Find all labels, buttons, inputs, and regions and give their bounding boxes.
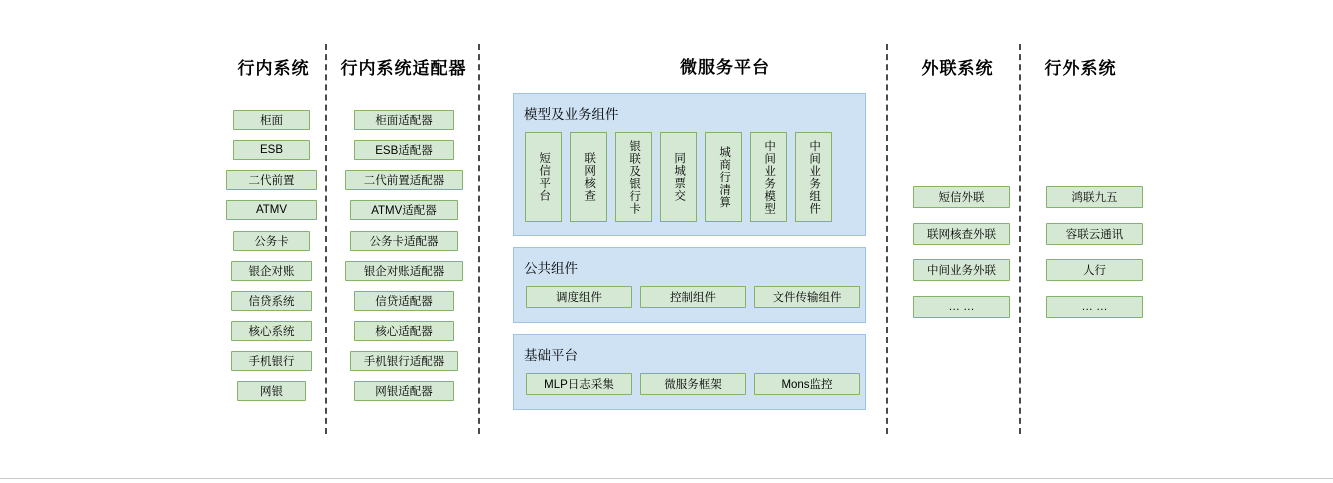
box-outside-system[interactable]: 鸿联九五 (1046, 186, 1143, 208)
box-internal-adapter[interactable]: 柜面适配器 (354, 110, 454, 130)
column-title-internal-systems: 行内系统 (237, 59, 310, 78)
box-internal-adapter[interactable]: ATMV适配器 (350, 200, 458, 220)
box-internal-system[interactable]: 银企对账 (231, 261, 312, 281)
box-internal-system[interactable]: ESB (233, 140, 310, 160)
bottom-divider (0, 478, 1333, 479)
box-internal-system[interactable]: 二代前置 (226, 170, 317, 190)
vbox-model-item[interactable] (525, 132, 562, 222)
box-base-platform-component[interactable]: MLP日志采集 (526, 373, 632, 395)
box-internal-system[interactable]: 信贷系统 (231, 291, 312, 311)
box-internal-adapter[interactable]: 网银适配器 (354, 381, 454, 401)
vbox-model-item[interactable] (750, 132, 787, 222)
box-internal-adapter[interactable]: 银企对账适配器 (345, 261, 463, 281)
box-internal-system[interactable]: ATMV (226, 200, 317, 220)
box-outside-system[interactable]: 容联云通讯 (1046, 223, 1143, 245)
vbox-model-item-label: 银联及银行卡 (628, 139, 641, 215)
box-public-component[interactable]: 文件传输组件 (754, 286, 860, 308)
divider-3 (886, 44, 888, 434)
box-external-link-system[interactable]: 短信外联 (913, 186, 1010, 208)
vbox-model-item[interactable] (615, 132, 652, 222)
box-internal-system[interactable]: 网银 (237, 381, 306, 401)
vbox-model-item-label: 城商行清算 (718, 145, 731, 209)
divider-2 (478, 44, 480, 434)
box-internal-adapter[interactable]: 公务卡适配器 (350, 231, 458, 251)
vbox-model-item[interactable] (795, 132, 832, 222)
box-internal-adapter[interactable]: 信贷适配器 (354, 291, 454, 311)
box-internal-adapter[interactable]: ESB适配器 (354, 140, 454, 160)
divider-4 (1019, 44, 1021, 434)
vbox-model-item-label: 中间业务组件 (808, 139, 821, 215)
column-title-microservice-platform: 微服务平台 (680, 58, 770, 77)
box-external-link-system[interactable]: 联网核查外联 (913, 223, 1010, 245)
column-title-external-link-systems: 外联系统 (921, 59, 994, 78)
panel-label-model-business-components: 模型及业务组件 (524, 107, 619, 122)
box-base-platform-component[interactable]: 微服务框架 (640, 373, 746, 395)
vbox-model-item[interactable] (570, 132, 607, 222)
panel-label-base-platform: 基础平台 (524, 348, 578, 363)
box-public-component[interactable]: 调度组件 (526, 286, 632, 308)
panel-label-public-components: 公共组件 (524, 261, 578, 276)
box-external-link-system[interactable]: 中间业务外联 (913, 259, 1010, 281)
box-outside-system[interactable]: … … (1046, 296, 1143, 318)
vbox-model-item[interactable] (705, 132, 742, 222)
vbox-model-item-label: 中间业务模型 (763, 139, 776, 215)
divider-1 (325, 44, 327, 434)
box-internal-system[interactable]: 公务卡 (233, 231, 310, 251)
vbox-model-item-label: 同城票交 (673, 152, 686, 202)
vbox-model-item[interactable] (660, 132, 697, 222)
vbox-model-item-label: 短信平台 (538, 152, 551, 202)
vbox-model-item-label: 联网核查 (583, 152, 596, 202)
box-base-platform-component[interactable]: Mons监控 (754, 373, 860, 395)
box-internal-system[interactable]: 柜面 (233, 110, 310, 130)
column-title-internal-adapters: 行内系统适配器 (340, 59, 467, 78)
box-internal-adapter[interactable]: 二代前置适配器 (345, 170, 463, 190)
box-public-component[interactable]: 控制组件 (640, 286, 746, 308)
box-internal-system[interactable]: 核心系统 (231, 321, 312, 341)
column-title-outside-systems: 行外系统 (1044, 59, 1117, 78)
box-internal-adapter[interactable]: 手机银行适配器 (350, 351, 458, 371)
box-outside-system[interactable]: 人行 (1046, 259, 1143, 281)
box-internal-system[interactable]: 手机银行 (231, 351, 312, 371)
box-external-link-system[interactable]: … … (913, 296, 1010, 318)
box-internal-adapter[interactable]: 核心适配器 (354, 321, 454, 341)
